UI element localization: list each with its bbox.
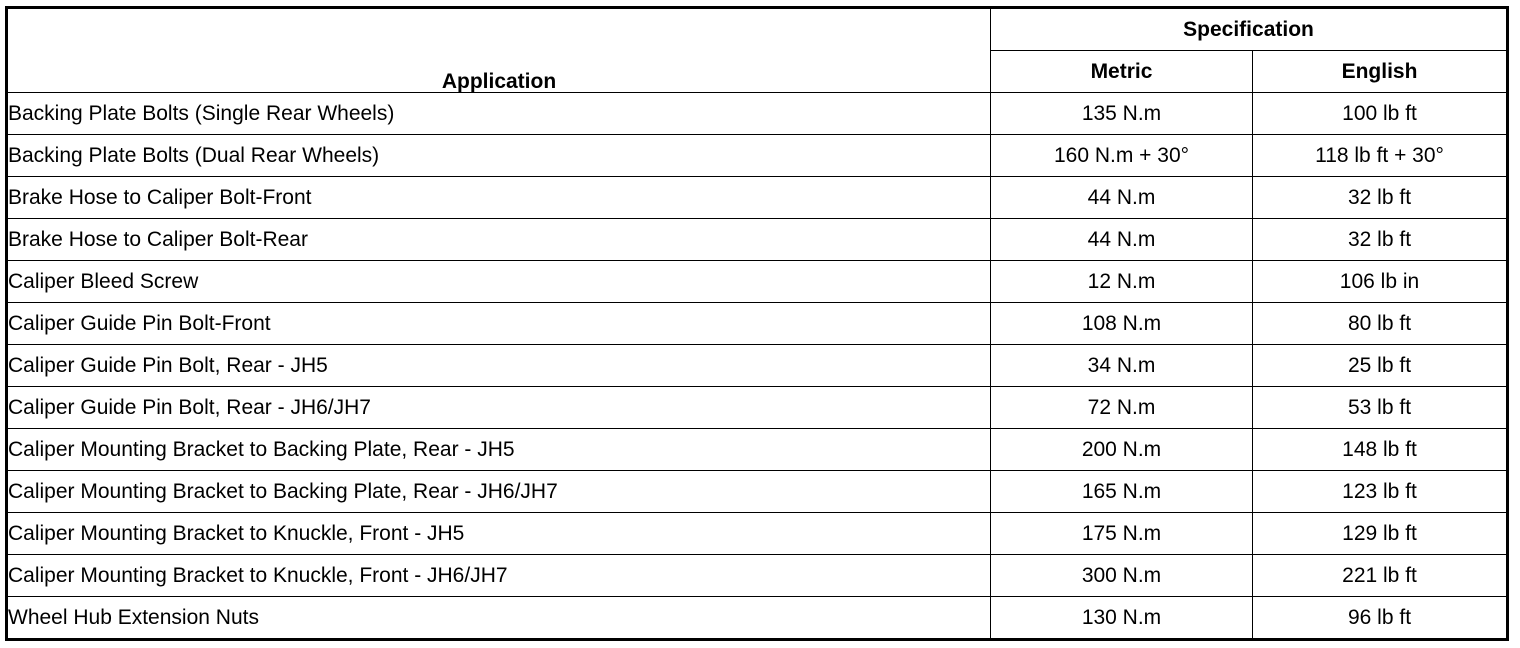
english-cell: 148 lb ft — [1253, 429, 1508, 471]
english-cell: 221 lb ft — [1253, 555, 1508, 597]
english-cell: 53 lb ft — [1253, 387, 1508, 429]
english-cell: 96 lb ft — [1253, 597, 1508, 640]
table-row — [7, 429, 1508, 471]
table-header — [7, 8, 1508, 93]
application-cell: Caliper Guide Pin Bolt-Front — [7, 303, 991, 345]
metric-cell: 160 N.m + 30° — [991, 135, 1253, 177]
english-cell: 106 lb in — [1253, 261, 1508, 303]
metric-cell: 108 N.m — [991, 303, 1253, 345]
metric-cell: 200 N.m — [991, 429, 1253, 471]
application-header: Application — [7, 8, 991, 93]
metric-cell: 34 N.m — [991, 345, 1253, 387]
table-row — [7, 513, 1508, 555]
table-row — [7, 219, 1508, 261]
table-row — [7, 93, 1508, 135]
application-cell: Caliper Bleed Screw — [7, 261, 991, 303]
metric-cell: 135 N.m — [991, 93, 1253, 135]
english-cell: 32 lb ft — [1253, 219, 1508, 261]
table-row — [7, 555, 1508, 597]
application-cell: Backing Plate Bolts (Single Rear Wheels) — [7, 93, 991, 135]
table-row — [7, 387, 1508, 429]
metric-cell: 165 N.m — [991, 471, 1253, 513]
application-cell: Caliper Mounting Bracket to Knuckle, Front - JH5 — [7, 513, 991, 555]
table-body — [7, 93, 1508, 640]
english-cell: 118 lb ft + 30° — [1253, 135, 1508, 177]
application-cell: Caliper Mounting Bracket to Backing Plate, Rear - JH6/JH7 — [7, 471, 991, 513]
application-cell: Caliper Mounting Bracket to Backing Plate, Rear - JH5 — [7, 429, 991, 471]
application-cell: Backing Plate Bolts (Dual Rear Wheels) — [7, 135, 991, 177]
application-cell: Caliper Mounting Bracket to Knuckle, Front - JH6/JH7 — [7, 555, 991, 597]
english-header: English — [1253, 51, 1508, 93]
metric-cell: 12 N.m — [991, 261, 1253, 303]
application-cell: Brake Hose to Caliper Bolt-Rear — [7, 219, 991, 261]
table-row — [7, 471, 1508, 513]
application-cell: Caliper Guide Pin Bolt, Rear - JH6/JH7 — [7, 387, 991, 429]
metric-cell: 44 N.m — [991, 177, 1253, 219]
english-cell: 129 lb ft — [1253, 513, 1508, 555]
table-row — [7, 177, 1508, 219]
metric-header: Metric — [991, 51, 1253, 93]
table-row — [7, 303, 1508, 345]
metric-cell: 44 N.m — [991, 219, 1253, 261]
table-row — [7, 261, 1508, 303]
english-cell: 32 lb ft — [1253, 177, 1508, 219]
header-row-top — [7, 8, 1508, 51]
table-row — [7, 345, 1508, 387]
table-row — [7, 135, 1508, 177]
specification-header: Specification — [991, 8, 1508, 51]
application-cell: Brake Hose to Caliper Bolt-Front — [7, 177, 991, 219]
metric-cell: 72 N.m — [991, 387, 1253, 429]
metric-cell: 300 N.m — [991, 555, 1253, 597]
table-row — [7, 597, 1508, 640]
metric-cell: 130 N.m — [991, 597, 1253, 640]
application-cell: Caliper Guide Pin Bolt, Rear - JH5 — [7, 345, 991, 387]
metric-cell: 175 N.m — [991, 513, 1253, 555]
specification-table — [5, 6, 1509, 641]
english-cell: 25 lb ft — [1253, 345, 1508, 387]
english-cell: 80 lb ft — [1253, 303, 1508, 345]
english-cell: 123 lb ft — [1253, 471, 1508, 513]
english-cell: 100 lb ft — [1253, 93, 1508, 135]
application-cell: Wheel Hub Extension Nuts — [7, 597, 991, 640]
